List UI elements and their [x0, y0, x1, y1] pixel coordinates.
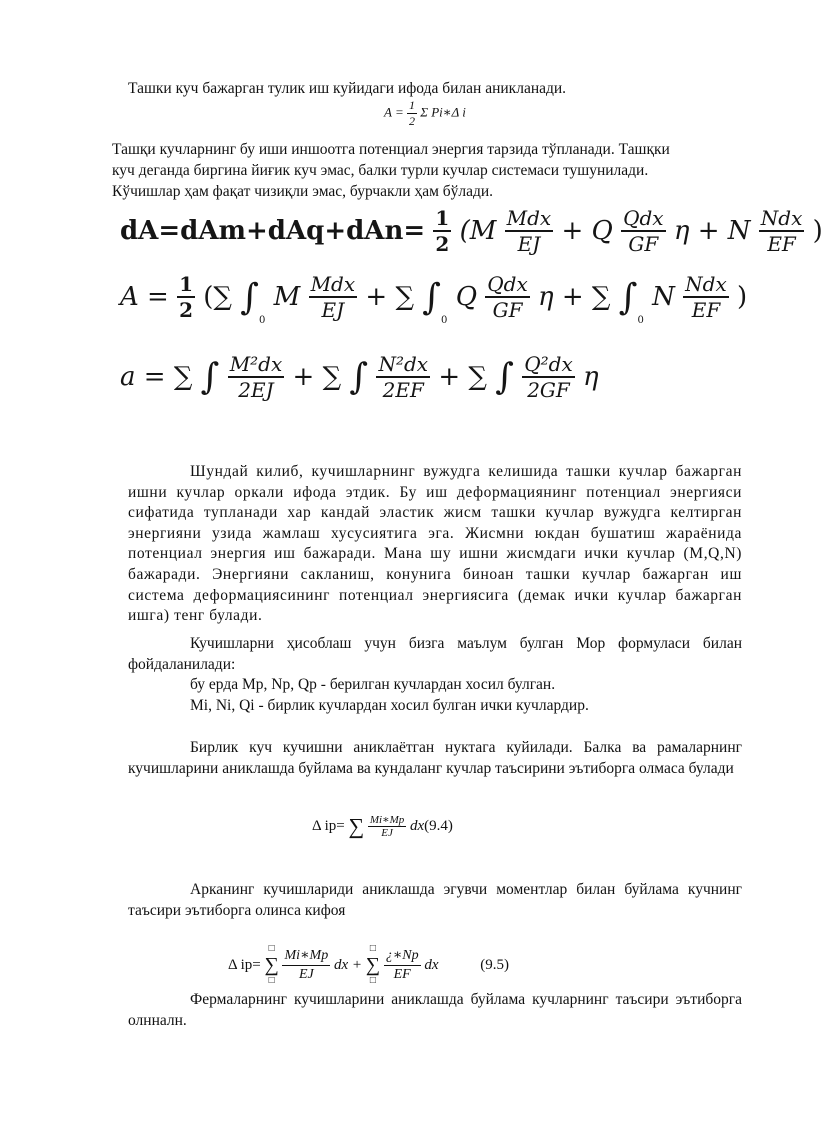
para1-line1: Ташқи кучларнинг бу иши иншоотга потенциал энергия тарзида тўпланади. Ташқки: [112, 141, 670, 158]
eq1-t1-num: Mdx: [506, 206, 552, 230]
eq95-sum2-upper: □: [369, 943, 376, 954]
para6: [128, 990, 742, 1031]
eq1-t3-num: Ndx: [760, 206, 803, 230]
eq94-num: Mi∗Mp: [369, 814, 405, 826]
eq3-t3-num: Q²dx: [524, 352, 573, 376]
eq1-t1-frac: [505, 206, 554, 256]
eq2-t1-num: Mdx: [310, 272, 356, 296]
eq3-plus1: + ∑: [292, 362, 342, 392]
eq95-mid: dx +: [333, 957, 362, 973]
eq2-half-den: 2: [179, 298, 194, 322]
eq94-sum: ∑: [348, 813, 365, 839]
formula-a-rhs: Σ Pi∗Δ i: [420, 104, 466, 120]
eq1-half-num: 1: [435, 206, 450, 230]
para3-text: Кучишларни ҳисоблаш учун бизга маълум булган Мор формуласи билан фойдаланилади:: [128, 635, 742, 673]
eq95-post: dx: [424, 957, 439, 973]
eq95-num2: ¿∗Np: [384, 947, 421, 966]
eq1-t1-pre: (M: [459, 216, 497, 246]
eq3-t2-frac: [376, 352, 430, 402]
para5: [128, 880, 742, 921]
formula-a-small: [384, 98, 466, 129]
formula-a-half-num: 1: [408, 98, 415, 112]
formula-a-lhs: A =: [384, 104, 404, 120]
eq2-t1-frac: [309, 272, 358, 322]
eq2-t3-den: EF: [691, 298, 721, 322]
eq95-label: (9.5): [480, 957, 510, 973]
equation-dA: [120, 206, 823, 256]
eq1-close: ): [812, 216, 823, 246]
eq1-lhs: dA=dAm+dAq+dAn=: [120, 216, 426, 246]
eq1-t3-den: EF: [767, 232, 796, 256]
eq3-post: η: [583, 362, 599, 392]
para5-text: Арканинг кучишлариди аниклашда эгувчи моментлар билан буйлама кучнинг таъсири эътиборга олинса кифоя: [128, 881, 742, 919]
intro-line: Ташки куч бажарган тулик иш куйидаги ифода билан аникланади.: [128, 80, 567, 97]
eq2-integral-3: $\int_0$: [618, 276, 644, 326]
eq94-post: dx: [410, 817, 425, 834]
eq2-t2-post: η + ∑: [538, 282, 611, 312]
eq3-integral-2: ∫: [349, 356, 369, 398]
eq2-integral-2: $\int_0$: [422, 276, 448, 326]
para1-line3: Кўчишлар ҳам фақат чизиқли эмас, бурчакли ҳам бўлади.: [112, 183, 494, 200]
line-mp: бу ерда Mp, Np, Qp - берилган кучлардан хосил булган.: [190, 676, 556, 693]
eq1-t2-den: GF: [628, 232, 659, 256]
eq2-t2-pre: + ∑: [365, 282, 415, 312]
formula-a-half: [407, 98, 417, 129]
equation-9-4: [312, 814, 453, 839]
eq95-sum2-lower: □: [369, 975, 376, 986]
formula-a-half-den: 2: [408, 114, 415, 128]
para6-text: Фермаларнинг кучишларини аниклашда буйлама кучларнинг таъсири эътиборга олнналн.: [128, 991, 742, 1029]
eq2-t2-q: Q: [455, 282, 478, 312]
eq3-t2-den: 2EF: [382, 378, 424, 402]
eq2-lower-3: 0: [637, 314, 644, 326]
eq95-sum1-symbol: ∑: [264, 954, 279, 976]
eq1-t2-frac: [621, 206, 665, 256]
eq3-plus2: + ∑: [438, 362, 487, 392]
eq95-sum2-symbol: ∑: [365, 954, 380, 976]
eq2-integral-1: $\int_0$: [240, 276, 266, 326]
eq3-t1-num: M²dx: [229, 352, 283, 376]
eq1-t2-num: Qdx: [623, 206, 664, 230]
eq2-t2-num: Qdx: [487, 272, 528, 296]
eq2-t3-num: Ndx: [685, 272, 727, 296]
line-mi: Mi, Ni, Qi - бирлик кучлардан хосил булган ички кучлардир.: [190, 697, 589, 714]
eq3-t3-den: 2GF: [527, 378, 570, 402]
eq95-sum1-lower: □: [268, 975, 275, 986]
eq95-den2: EF: [393, 966, 411, 982]
eq1-t3-frac: [759, 206, 805, 256]
eq95-sum-1: [264, 944, 278, 986]
equation-A: [120, 272, 748, 326]
eq2-t2-den: GF: [492, 298, 523, 322]
eq95-sum1-upper: □: [268, 943, 275, 954]
eq2-open: (∑: [203, 282, 232, 312]
para3: [128, 634, 742, 675]
para4: [128, 738, 742, 779]
eq94-den: EJ: [381, 827, 393, 839]
para1-line2: куч деганда биргина йиғик куч эмас, балки турли кучлар системаси тушунилади.: [112, 162, 649, 179]
eq2-t1-den: EJ: [321, 298, 345, 322]
eq1-t2-pre: + Q: [561, 216, 613, 246]
eq2-t1-pre: M: [273, 282, 301, 312]
para2-text: Шундай килиб, кучишларнинг вужудга келишида ташки кучлар бажарган ишни кучлар оркали ифода этдик. Бу иш деформациянинг потенциал энергияси сифатида тупланади хар кандай эластик жисм ташки кучлар вужудга келтирган энергияни узида жамлаш хусусиятига эга. Жисмни юкдан бушатиш жараёнида потенциал энергия иш бажаради. Мана шу ишни жисмдаги ички кучлар (M,Q,N) бажаради. Энергияни сакланиш, конунига биноан ташки кучлар бажарган иш система деформациясининг потенциал энергиясига (демак ички кучлар бажарган ишга) тенг булади.: [128, 463, 742, 625]
eq95-frac2: [384, 947, 421, 984]
eq2-lower-2: 0: [441, 314, 448, 326]
eq2-half-num: 1: [179, 272, 194, 296]
eq3-integral-1: ∫: [200, 356, 220, 398]
eq3-t1-frac: [228, 352, 285, 402]
eq2-half: [177, 272, 195, 322]
eq2-close: ): [737, 282, 748, 312]
eq3-lhs: a = ∑: [120, 362, 193, 392]
eq3-t3-frac: [522, 352, 575, 402]
eq2-t3-pre: N: [652, 282, 675, 312]
eq2-t2-frac: [485, 272, 529, 322]
eq95-den1: EJ: [298, 966, 314, 982]
eq1-half: [433, 206, 451, 256]
eq2-lower-1: 0: [259, 314, 266, 326]
equation-9-5: [228, 944, 509, 988]
para4-text: Бирлик куч кучишни аниклаётган нуктага куйилади. Балка ва рамаларнинг кучишларини аниклашда буйлама ва кундаланг кучлар таъсирини эътиборга олмаса булади: [128, 739, 742, 777]
eq2-t3-frac: [683, 272, 729, 322]
eq94-lhs: Δ ip=: [312, 817, 345, 834]
eq1-t1-den: EJ: [517, 232, 541, 256]
eq1-t2-post: η + N: [673, 216, 751, 246]
eq95-sum-2: [366, 944, 380, 986]
eq94-frac: [368, 814, 406, 839]
eq2-lhs: A =: [120, 282, 169, 312]
eq1-half-den: 2: [435, 232, 450, 256]
eq3-integral-3: ∫: [495, 356, 514, 398]
equation-a: [120, 352, 599, 402]
eq3-t1-den: 2EJ: [238, 378, 274, 402]
eq95-num1: Mi∗Mp: [282, 947, 330, 966]
eq95-frac1: [282, 947, 330, 984]
eq95-lhs: Δ ip=: [228, 957, 261, 973]
para2: [128, 462, 742, 627]
eq94-label: (9.4): [424, 817, 453, 834]
eq3-t2-num: N²dx: [378, 352, 429, 376]
